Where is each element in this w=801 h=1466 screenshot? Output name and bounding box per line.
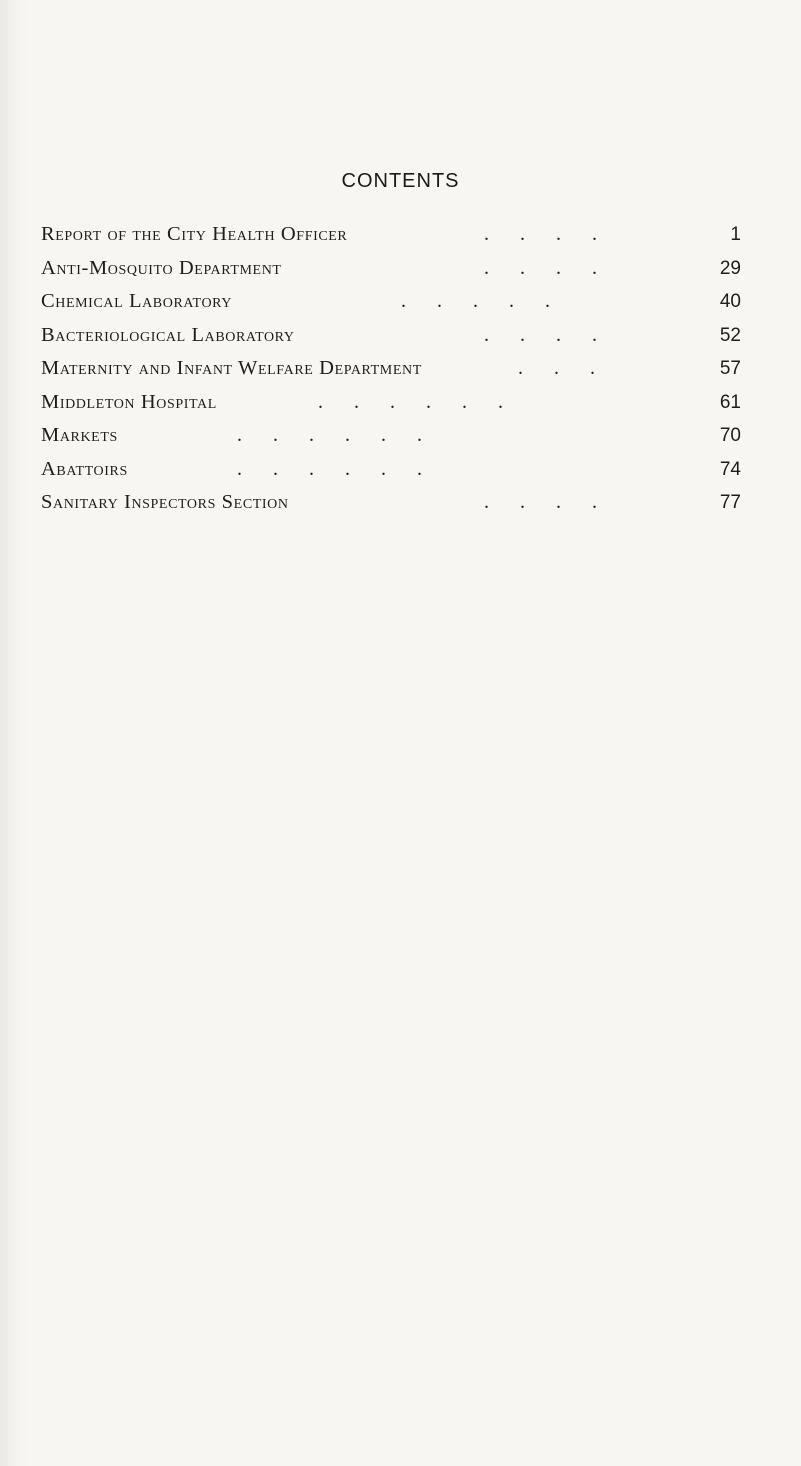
toc-entry-page: 1 [730,224,741,245]
toc-entry [41,319,741,353]
toc-entry [41,352,741,386]
toc-entry-title: Bacteriological Laboratory [41,323,295,346]
toc-entry-title: Anti-Mosquito Department [41,256,282,279]
toc-entry-page: 61 [719,391,741,413]
toc-entry [41,453,741,487]
contents-heading: CONTENTS [341,170,460,192]
toc-entry-title: Chemical Laboratory [41,290,233,312]
toc-entry-page: 29 [719,257,741,279]
toc-entry-page: 70 [719,425,741,446]
toc-entry [41,486,741,520]
toc-entry [41,218,741,252]
toc-entry-page: 57 [719,358,741,379]
toc-entry-title: Abattoirs [41,457,128,480]
toc-leader-dots: . . . . . [401,290,550,312]
toc-leader-dots: . . . . . . [237,424,422,446]
toc-leader-dots: . . . [518,357,595,379]
toc-leader-dots: . . . . [484,223,597,245]
toc-leader-dots: . . . . . . [318,390,503,413]
toc-entry-page: 77 [719,492,741,513]
toc-entry-page: 74 [719,458,741,480]
table-of-contents [41,218,741,520]
toc-entry-title: Maternity and Infant Welfare Department [41,357,422,379]
toc-entry [41,419,741,453]
toc-entry [41,386,741,420]
toc-leader-dots: . . . . [484,323,597,346]
toc-leader-dots: . . . . [484,491,597,513]
toc-entry-page: 52 [719,324,741,346]
toc-entry-page: 40 [719,291,741,312]
toc-leader-dots: . . . . . . [237,457,422,480]
toc-entry-title: Markets [41,424,118,446]
toc-entry-title: Report of the City Health Officer [41,223,348,245]
toc-entry [41,252,741,286]
toc-entry-title: Sanitary Inspectors Section [41,491,289,513]
toc-leader-dots: . . . . [484,256,597,279]
toc-entry [41,285,741,319]
toc-entry-title: Middleton Hospital [41,390,217,413]
